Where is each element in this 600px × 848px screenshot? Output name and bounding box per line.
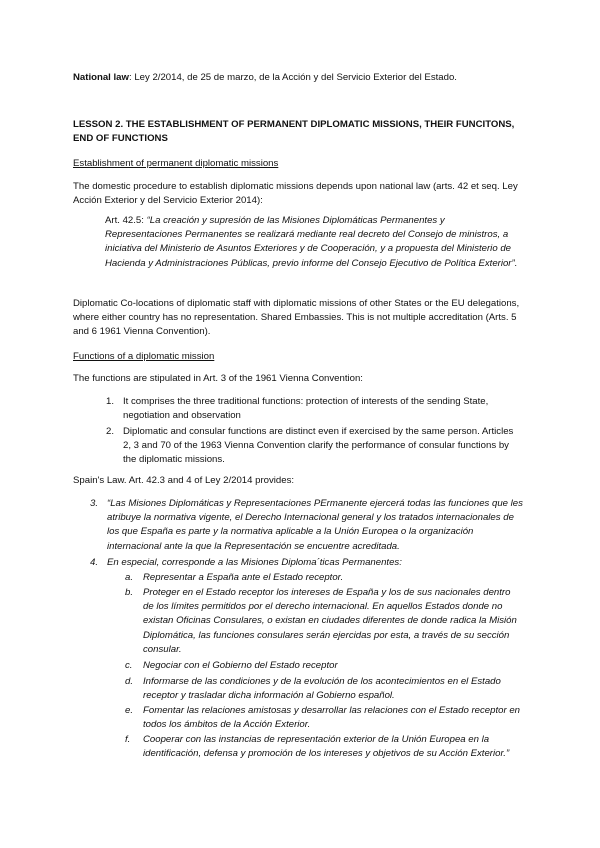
functions-intro: The functions are stipulated in Art. 3 of the 1961 Vienna Convention: — [73, 373, 363, 384]
list-item: 1. It comprises the three traditional functions: protection of interests of the sending State, negotiation and observation — [106, 396, 489, 422]
national-law-line — [73, 71, 523, 85]
spain-law-intro: Spain's Law. Art. 42.3 and 4 of Ley 2/2014 provides: — [73, 475, 295, 486]
colocations-paragraph: Diplomatic Co-locations of diplomatic staff with diplomatic missions of other States or the EU delegations, where either country has no representation. Shared Embassies. This is not multiple accreditation (Arts. 5 and 6 1961 Vienna Convention). — [73, 298, 520, 338]
article-quote-text: “La creación y supresión de las Misiones Diplomáticas Permanentes y Representaciones Permanentes se realizará mediante real decreto del Consejo de ministros, a iniciativa del Ministerio de Asuntos Exteriores y de Cooperación, y a propuesta del Ministerio de Hacienda y Administraciones Públicas, previo informe del Consejo Ejecutivo de Política Exterior”. — [105, 215, 518, 269]
section-heading-functions: Functions of a diplomatic mission — [73, 351, 215, 362]
sub-list-item: a. Representar a España ante el Estado receptor. — [125, 572, 344, 583]
sub-list-item: b. Proteger en el Estado receptor los intereses de España y los de sus nacionales dentro de los límites permitidos por el derecho internacional. En aquellos Estados donde no existan Oficinas Consulares, o existan en ciudades diferentes de donde radica la Misión Diplomática, las funciones consulares serán ejercidas por esta, a través de su sección consular. — [125, 587, 517, 655]
national-law-label: National law — [73, 72, 129, 83]
article-ref: Art. 42.5: — [105, 215, 147, 226]
sub-list-item: e. Fomentar las relaciones amistosas y desarrollar las relaciones con el Estado receptor en todos los ámbitos de la Acción Exterior. — [125, 705, 520, 731]
section-heading-establishment: Establishment of permanent diplomatic missions — [73, 158, 279, 169]
sub-list-item: c. Negociar con el Gobierno del Estado receptor — [125, 660, 338, 671]
spain-law-list — [73, 497, 523, 787]
establishment-intro: The domestic procedure to establish diplomatic missions depends upon national law (arts. 42 et seq. Ley Acción Exterior y del Servicio Exterior 2014): — [73, 181, 518, 207]
list-item: 4. En especial, corresponde a las Misiones Diploma´ticas Permanentes: — [90, 557, 402, 568]
list-item: 3. “Las Misiones Diplomáticas y Representaciones PErmanente ejercerá todas las funciones que les atribuye la normativa vigente, el Derecho Internacional general y los tratados internacionales de los que España es parte y la normativa aplicable a la Unión Europea o la organización internacional ante la que la Representación se encuentre acreditada. — [90, 498, 523, 552]
national-law-text: : Ley 2/2014, de 25 de marzo, de la Acción y del Servicio Exterior del Estado. — [128, 72, 457, 83]
list-item: 2. Diplomatic and consular functions are distinct even if exercised by the same person. Articles 2, 3 and 70 of the 1963 Vienna Convention clarify the performance of consular functions by the diplomatic missions. — [106, 426, 514, 466]
lesson-title: LESSON 2. THE ESTABLISHMENT OF PERMANENT DIPLOMATIC MISSIONS, THEIR FUNCITONS, END OF FUNCTIONS — [73, 119, 515, 145]
sub-list-item: d. Informarse de las condiciones y de la evolución de los acontecimientos en el Estado receptor y trasladar dicha información al Gobierno español. — [125, 676, 501, 702]
sub-list-item: f. Cooperar con las instancias de representación exterior de la Unión Europea en la identificación, defensa y promoción de los intereses y objetivos de su Acción Exterior.” — [125, 734, 510, 760]
article-quote — [105, 214, 523, 271]
